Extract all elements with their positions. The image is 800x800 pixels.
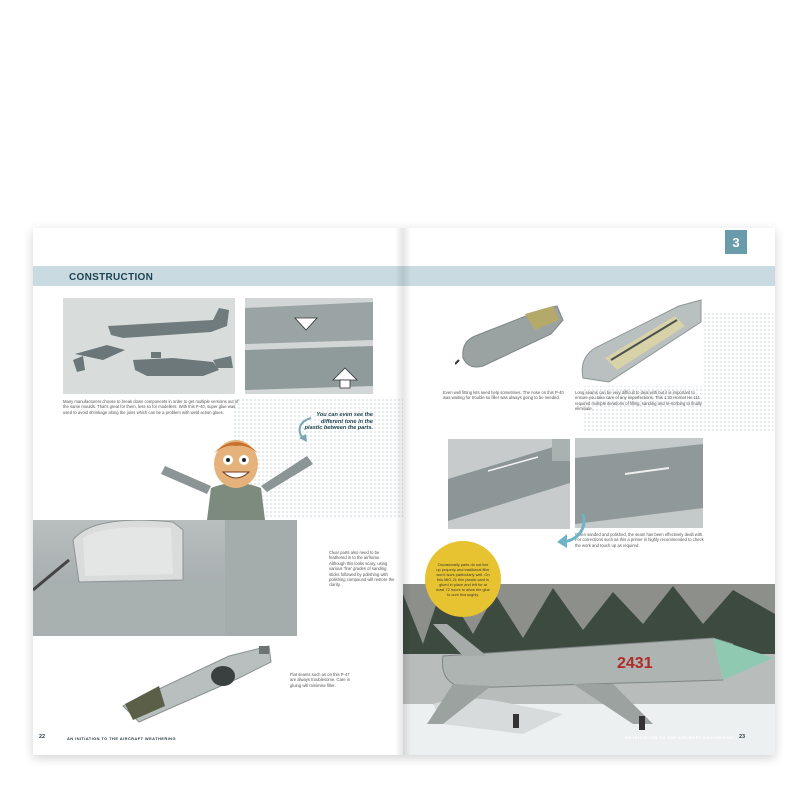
chapter-number-badge: 3 xyxy=(725,230,747,254)
section-title: CONSTRUCTION xyxy=(69,272,154,283)
caption-long-seams: Long seams can be very difficult to deal with but it is important to ensure you take care of any imperfections. This 1:32 Hornet He 111 required multiple iterations of filling, sanding and re-scribing to finally eliminate. xyxy=(575,390,702,412)
caption-sanded-polished: When sanded and polished, the seam has been effectively dealt with. For corrections such as this a primer is highly recommended to check the work and touch up as required. xyxy=(575,532,704,548)
caption-flat-seams: Flat seams such as on this P-47 are always troublesome. Care in gluing will minimise filler. xyxy=(290,672,351,688)
photo-p47-nose xyxy=(119,642,275,726)
photo-p40-nose xyxy=(455,300,571,382)
caption-clear-parts: Clear parts also need to be feathered in to the airframe. Although this looks scary, using various 'fine' grades of sanding sticks followed by polishing with polishing compound will restore the clarity. xyxy=(329,550,395,588)
photo-canopy-closeup xyxy=(33,520,225,636)
page-number-left: 22 xyxy=(39,734,46,740)
magazine-spread xyxy=(33,228,775,755)
footer-right: AN INITIATION TO THE AIRCRAFT WEATHERING xyxy=(625,735,734,740)
photo-fuselage-parts xyxy=(63,298,235,394)
caption-components: Many manufacturers choose to break down components in order to get multiple versions out of the same moulds. That's great for them, less so for modellers. With this P-40, super glue was used to avoid shrinkage along the joins which can be a problem with weld action glues. xyxy=(63,399,239,415)
callout-different-tone: You can even see the different tone in the plastic between the parts. xyxy=(304,412,373,432)
mig21-tail-code: 2431 xyxy=(617,655,653,672)
pilot-mascot-illustration xyxy=(151,428,321,528)
book-gutter xyxy=(395,228,411,755)
photo-he111-seam xyxy=(575,298,703,386)
yellow-note-text: Occasionally parts do not line up properly and traditional filler won't work particularly well. On this MiG-21 thin plastic card is glued in place and left for at least 72 hours to allow the glue to cure thoroughly. xyxy=(436,561,490,597)
yellow-note-bubble xyxy=(425,541,501,617)
caption-even-well-fitting: Even well fitting kits need help sometimes. The nose on this P-40 was waiting for trouble so filler was always going to be needed. xyxy=(443,390,564,401)
photo-canopy-fuselage xyxy=(225,520,297,636)
photo-seam-after xyxy=(575,438,703,528)
section-header-band-right xyxy=(403,266,775,286)
left-page xyxy=(33,228,403,755)
photo-fuselage-joint xyxy=(245,298,373,394)
page-number-right: 23 xyxy=(739,734,746,740)
curved-arrow-icon xyxy=(553,510,589,550)
right-page xyxy=(403,228,775,755)
footer-left: AN INITIATION TO THE AIRCRAFT WEATHERING xyxy=(67,736,176,741)
